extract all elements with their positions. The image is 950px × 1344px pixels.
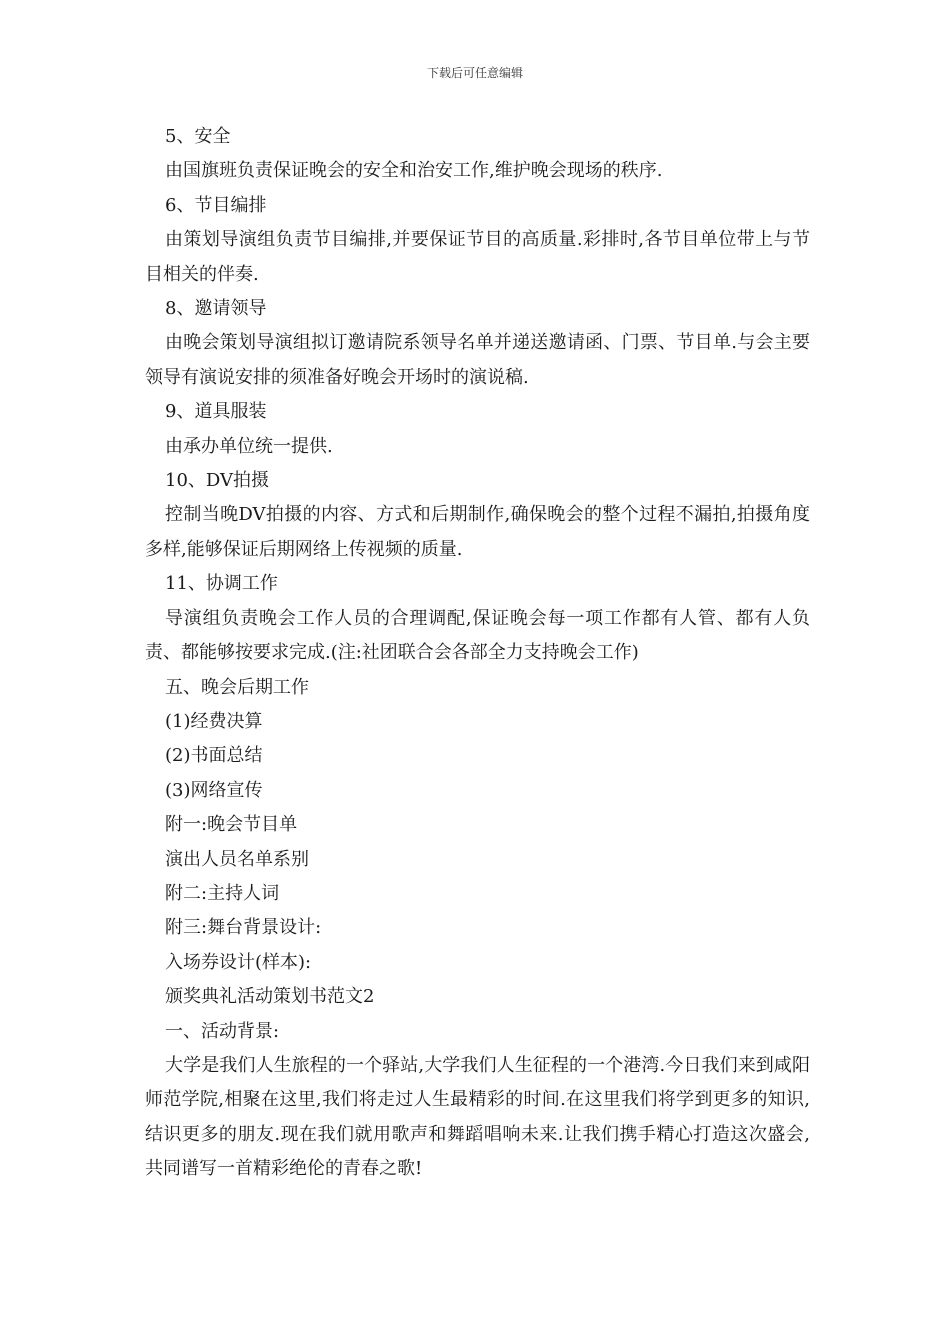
section-heading-post-work: 五、晚会后期工作 — [165, 676, 309, 698]
paragraph-program: 由策划导演组负责节目编排,并要保证节目的高质量.彩排时,各节目单位带上与节目相关的伴奏. — [145, 229, 810, 285]
appendix-performers: 演出人员名单系别 — [165, 848, 309, 870]
section-heading-program: 6、节目编排 — [165, 194, 267, 216]
paragraph-safety: 由国旗班负责保证晚会的安全和治安工作,维护晚会现场的秩序. — [165, 160, 663, 182]
section-heading-background: 一、活动背景: — [165, 1020, 280, 1042]
paragraph-dv: 控制当晚DV拍摄的内容、方式和后期制作,确保晚会的整个过程不漏拍,拍摄角度多样,能够保证后期网络上传视频的质量. — [145, 504, 810, 560]
page-header: 下载后可任意编辑 — [426, 66, 523, 80]
list-item-summary: (2)书面总结 — [165, 745, 263, 767]
document-subtitle: 颁奖典礼活动策划书范文2 — [165, 986, 375, 1008]
section-heading-props: 9、道具服装 — [165, 401, 267, 423]
section-heading-invite: 8、邀请领导 — [165, 298, 267, 320]
paragraph-invite: 由晚会策划导演组拟订邀请院系领导名单并递送邀请函、门票、节目单.与会主要领导有演说安排的须准备好晚会开场时的演说稿. — [145, 332, 810, 388]
paragraph-coordination: 导演组负责晚会工作人员的合理调配,保证晚会每一项工作都有人管、都有人负责、都能够按要求完成.(注:社团联合会各部全力支持晚会工作) — [145, 607, 810, 664]
paragraph-background: 大学是我们人生旅程的一个驿站,大学我们人生征程的一个港湾.今日我们来到咸阳师范学院,相聚在这里,我们将走过人生最精彩的时间.在这里我们将学到更多的知识,结识更多的朋友.现在我们就用歌声和舞蹈唱响未来.让我们携手精心打造这次盛会,共同谱写一首精彩绝伦的青春之歌! — [145, 1054, 810, 1180]
appendix-stage-design: 附三:舞台背景设计: — [165, 917, 322, 939]
document-body — [145, 120, 810, 1187]
list-item-promotion: (3)网络宣传 — [165, 779, 263, 801]
section-heading-coordination: 11、协调工作 — [165, 573, 278, 595]
appendix-host-script: 附二:主持人词 — [165, 882, 280, 904]
section-heading-safety: 5、安全 — [165, 126, 231, 147]
section-heading-dv: 10、DV拍摄 — [165, 470, 270, 492]
appendix-ticket-design: 入场券设计(样本): — [165, 951, 312, 973]
appendix-program-list: 附一:晚会节目单 — [165, 814, 298, 836]
paragraph-props: 由承办单位统一提供. — [165, 435, 333, 457]
list-item-budget: (1)经费决算 — [165, 710, 263, 732]
